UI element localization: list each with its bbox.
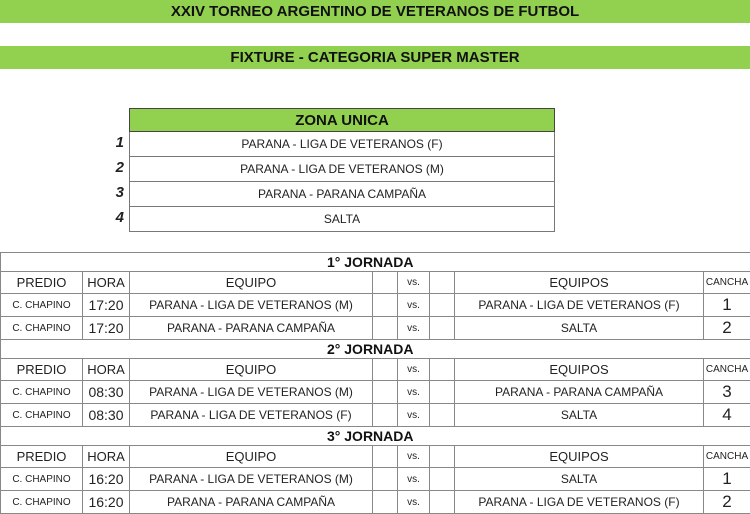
header-cancha: CANCHA — [704, 359, 750, 381]
cancha: 4 — [704, 404, 750, 427]
header-equipos: EQUIPOS — [455, 272, 704, 294]
away-team: SALTA — [455, 468, 704, 491]
header-hora: HORA — [83, 272, 130, 294]
predio: C. CHAPINO — [1, 404, 83, 427]
blank-cell — [373, 468, 398, 491]
zona-team: PARANA - PARANA CAMPAÑA — [130, 182, 555, 207]
vs-label: vs. — [398, 294, 430, 317]
blank-cell — [430, 294, 455, 317]
vs-label: vs. — [398, 491, 430, 514]
blank-cell — [430, 468, 455, 491]
zona-number: 4 — [110, 209, 124, 226]
zona-team: PARANA - LIGA DE VETERANOS (M) — [130, 157, 555, 182]
cancha: 2 — [704, 317, 750, 340]
vs-label: vs. — [398, 468, 430, 491]
away-team: PARANA - LIGA DE VETERANOS (F) — [455, 491, 704, 514]
cancha: 1 — [704, 468, 750, 491]
hora: 16:20 — [83, 468, 130, 491]
zona-table — [129, 108, 555, 232]
blank-cell — [373, 381, 398, 404]
home-team: PARANA - PARANA CAMPAÑA — [130, 317, 373, 340]
match-row — [1, 317, 750, 340]
jornada-title: 3° JORNADA — [1, 427, 750, 446]
predio: C. CHAPINO — [1, 294, 83, 317]
blank-cell — [373, 404, 398, 427]
zona-title: ZONA UNICA — [130, 109, 555, 132]
hora: 08:30 — [83, 381, 130, 404]
jornada-title: 2° JORNADA — [1, 340, 750, 359]
away-team: PARANA - LIGA DE VETERANOS (F) — [455, 294, 704, 317]
hora: 17:20 — [83, 317, 130, 340]
predio: C. CHAPINO — [1, 491, 83, 514]
header-equipo: EQUIPO — [130, 446, 373, 468]
header-predio: PREDIO — [1, 446, 83, 468]
header-equipos: EQUIPOS — [455, 446, 704, 468]
match-row — [1, 294, 750, 317]
blank-cell — [373, 491, 398, 514]
blank-cell — [430, 404, 455, 427]
blank-cell — [373, 272, 398, 294]
category-title: FIXTURE - CATEGORIA SUPER MASTER — [0, 46, 750, 69]
cancha: 3 — [704, 381, 750, 404]
home-team: PARANA - PARANA CAMPAÑA — [130, 491, 373, 514]
cancha: 2 — [704, 491, 750, 514]
hora: 17:20 — [83, 294, 130, 317]
zona-number: 1 — [110, 134, 124, 151]
blank-cell — [430, 359, 455, 381]
header-predio: PREDIO — [1, 359, 83, 381]
vs-label: vs. — [398, 317, 430, 340]
blank-cell — [373, 294, 398, 317]
match-row — [1, 381, 750, 404]
column-headers — [1, 272, 750, 294]
header-predio: PREDIO — [1, 272, 83, 294]
predio: C. CHAPINO — [1, 381, 83, 404]
header-hora: HORA — [83, 359, 130, 381]
header-equipo: EQUIPO — [130, 272, 373, 294]
vs-label: vs. — [398, 381, 430, 404]
blank-cell — [430, 317, 455, 340]
vs-label: vs. — [398, 404, 430, 427]
header-cancha: CANCHA — [704, 272, 750, 294]
blank-cell — [373, 317, 398, 340]
match-row — [1, 491, 750, 514]
predio: C. CHAPINO — [1, 468, 83, 491]
jornada-header — [1, 427, 750, 446]
zona-team: PARANA - LIGA DE VETERANOS (F) — [130, 132, 555, 157]
away-team: PARANA - PARANA CAMPAÑA — [455, 381, 704, 404]
zona-team: SALTA — [130, 207, 555, 232]
blank-cell — [430, 381, 455, 404]
zona-number: 3 — [110, 184, 124, 201]
away-team: SALTA — [455, 404, 704, 427]
home-team: PARANA - LIGA DE VETERANOS (M) — [130, 381, 373, 404]
header-vs: vs. — [398, 446, 430, 468]
jornada-header — [1, 253, 750, 272]
zona-number: 2 — [110, 159, 124, 176]
blank-cell — [373, 446, 398, 468]
jornada-header — [1, 340, 750, 359]
tournament-title: XXIV TORNEO ARGENTINO DE VETERANOS DE FUTBOL — [0, 0, 750, 23]
blank-cell — [430, 272, 455, 294]
blank-cell — [373, 359, 398, 381]
fixture-table — [0, 252, 750, 514]
header-cancha: CANCHA — [704, 446, 750, 468]
hora: 16:20 — [83, 491, 130, 514]
predio: C. CHAPINO — [1, 317, 83, 340]
hora: 08:30 — [83, 404, 130, 427]
header-vs: vs. — [398, 272, 430, 294]
home-team: PARANA - LIGA DE VETERANOS (F) — [130, 404, 373, 427]
header-equipos: EQUIPOS — [455, 359, 704, 381]
match-row — [1, 468, 750, 491]
away-team: SALTA — [455, 317, 704, 340]
header-hora: HORA — [83, 446, 130, 468]
blank-cell — [430, 446, 455, 468]
jornada-title: 1° JORNADA — [1, 253, 750, 272]
column-headers — [1, 359, 750, 381]
blank-cell — [430, 491, 455, 514]
cancha: 1 — [704, 294, 750, 317]
column-headers — [1, 446, 750, 468]
home-team: PARANA - LIGA DE VETERANOS (M) — [130, 294, 373, 317]
home-team: PARANA - LIGA DE VETERANOS (M) — [130, 468, 373, 491]
header-vs: vs. — [398, 359, 430, 381]
header-equipo: EQUIPO — [130, 359, 373, 381]
match-row — [1, 404, 750, 427]
